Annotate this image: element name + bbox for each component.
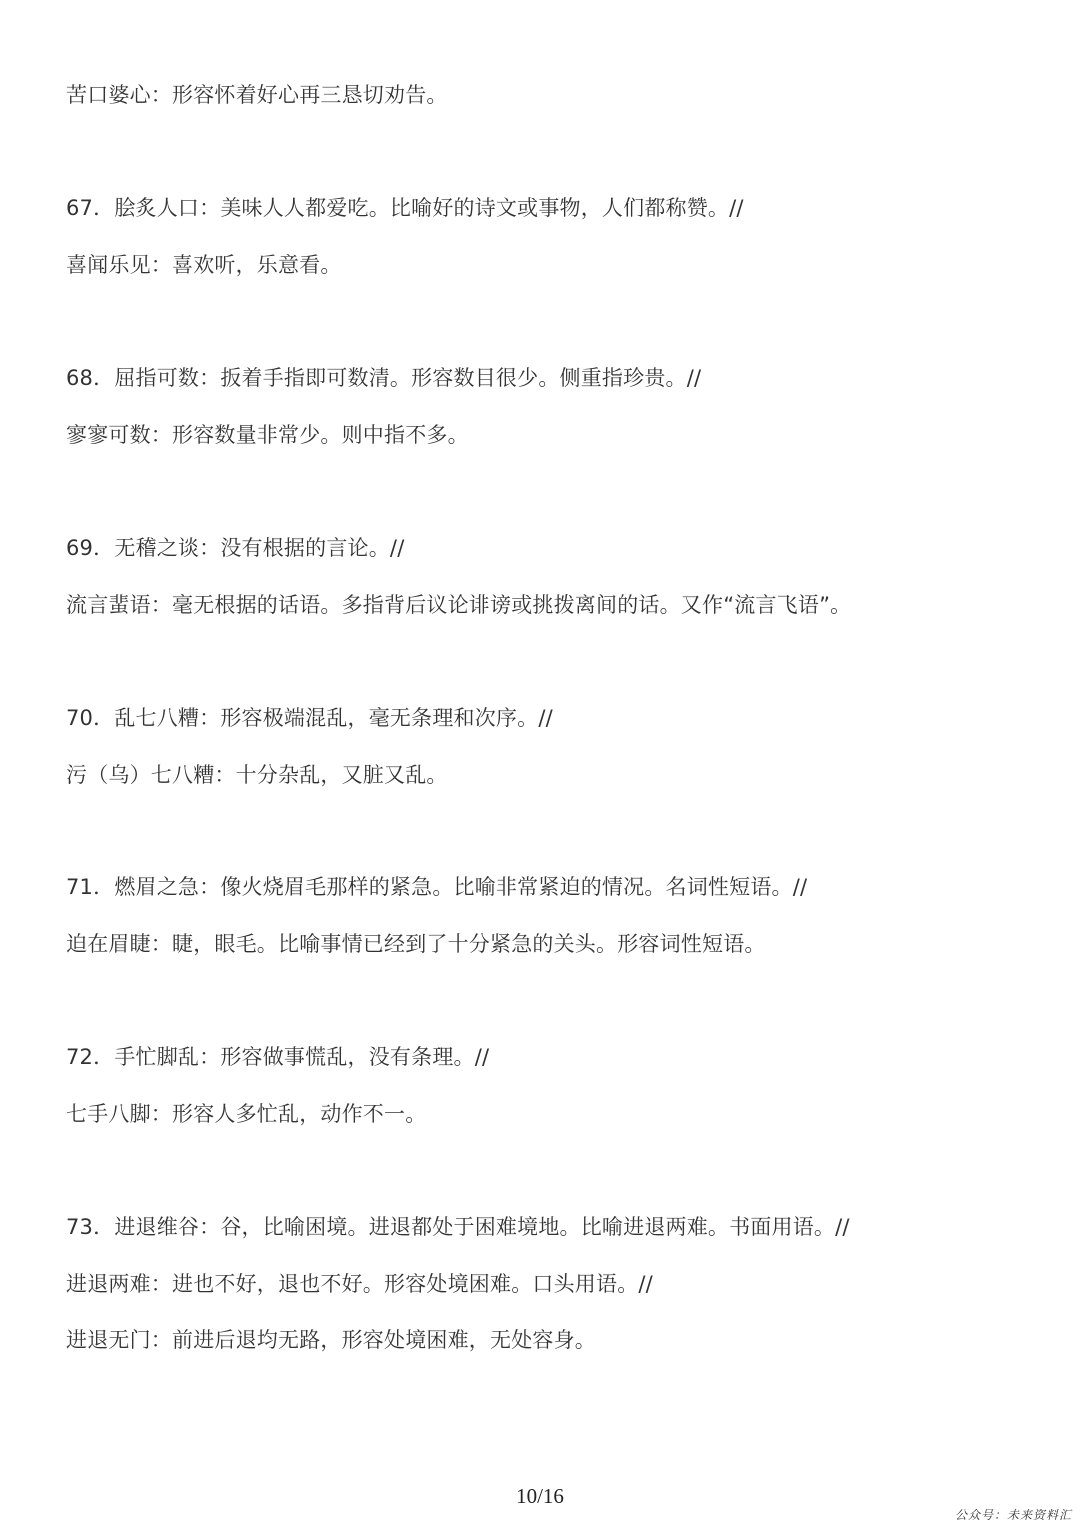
entry-line: 68．屈指可数：扳着手指即可数清。形容数目很少。侧重指珍贵。// xyxy=(66,366,702,390)
entry-line: 进退两难：进也不好，退也不好。形容处境困难。口头用语。// xyxy=(66,1272,653,1296)
entry-line: 67．脍炙人口：美味人人都爱吃。比喻好的诗文或事物，人们都称赞。// xyxy=(66,196,744,220)
page-number: 10/16 xyxy=(516,1484,564,1508)
entry-line: 七手八脚：形容人多忙乱，动作不一。 xyxy=(66,1102,427,1126)
entry-line: 70．乱七八糟：形容极端混乱，毫无条理和次序。// xyxy=(66,706,553,730)
entry-line: 73．进退维谷：谷，比喻困境。进退都处于困难境地。比喻进退两难。书面用语。// xyxy=(66,1215,850,1239)
entry-line: 喜闻乐见：喜欢听，乐意看。 xyxy=(66,253,342,277)
entry-line: 69．无稽之谈：没有根据的言论。// xyxy=(66,536,405,560)
entry-line: 迫在眉睫：睫，眼毛。比喻事情已经到了十分紧急的关头。形容词性短语。 xyxy=(66,932,766,956)
entry-line: 进退无门：前进后退均无路，形容处境困难，无处容身。 xyxy=(66,1328,596,1352)
entry-line: 苦口婆心：形容怀着好心再三恳切劝告。 xyxy=(66,83,448,107)
entry-line: 71．燃眉之急：像火烧眉毛那样的紧急。比喻非常紧迫的情况。名词性短语。// xyxy=(66,875,808,899)
entry-line: 流言蜚语：毫无根据的话语。多指背后议论诽谤或挑拨离间的话。又作“流言飞语”。 xyxy=(66,593,852,617)
entry-line: 污（乌）七八糟：十分杂乱，又脏又乱。 xyxy=(66,763,448,787)
entry-line: 72．手忙脚乱：形容做事慌乱，没有条理。// xyxy=(66,1045,490,1069)
watermark: 公众号：未来资料汇 xyxy=(954,1508,1072,1522)
entry-line: 寥寥可数：形容数量非常少。则中指不多。 xyxy=(66,423,469,447)
